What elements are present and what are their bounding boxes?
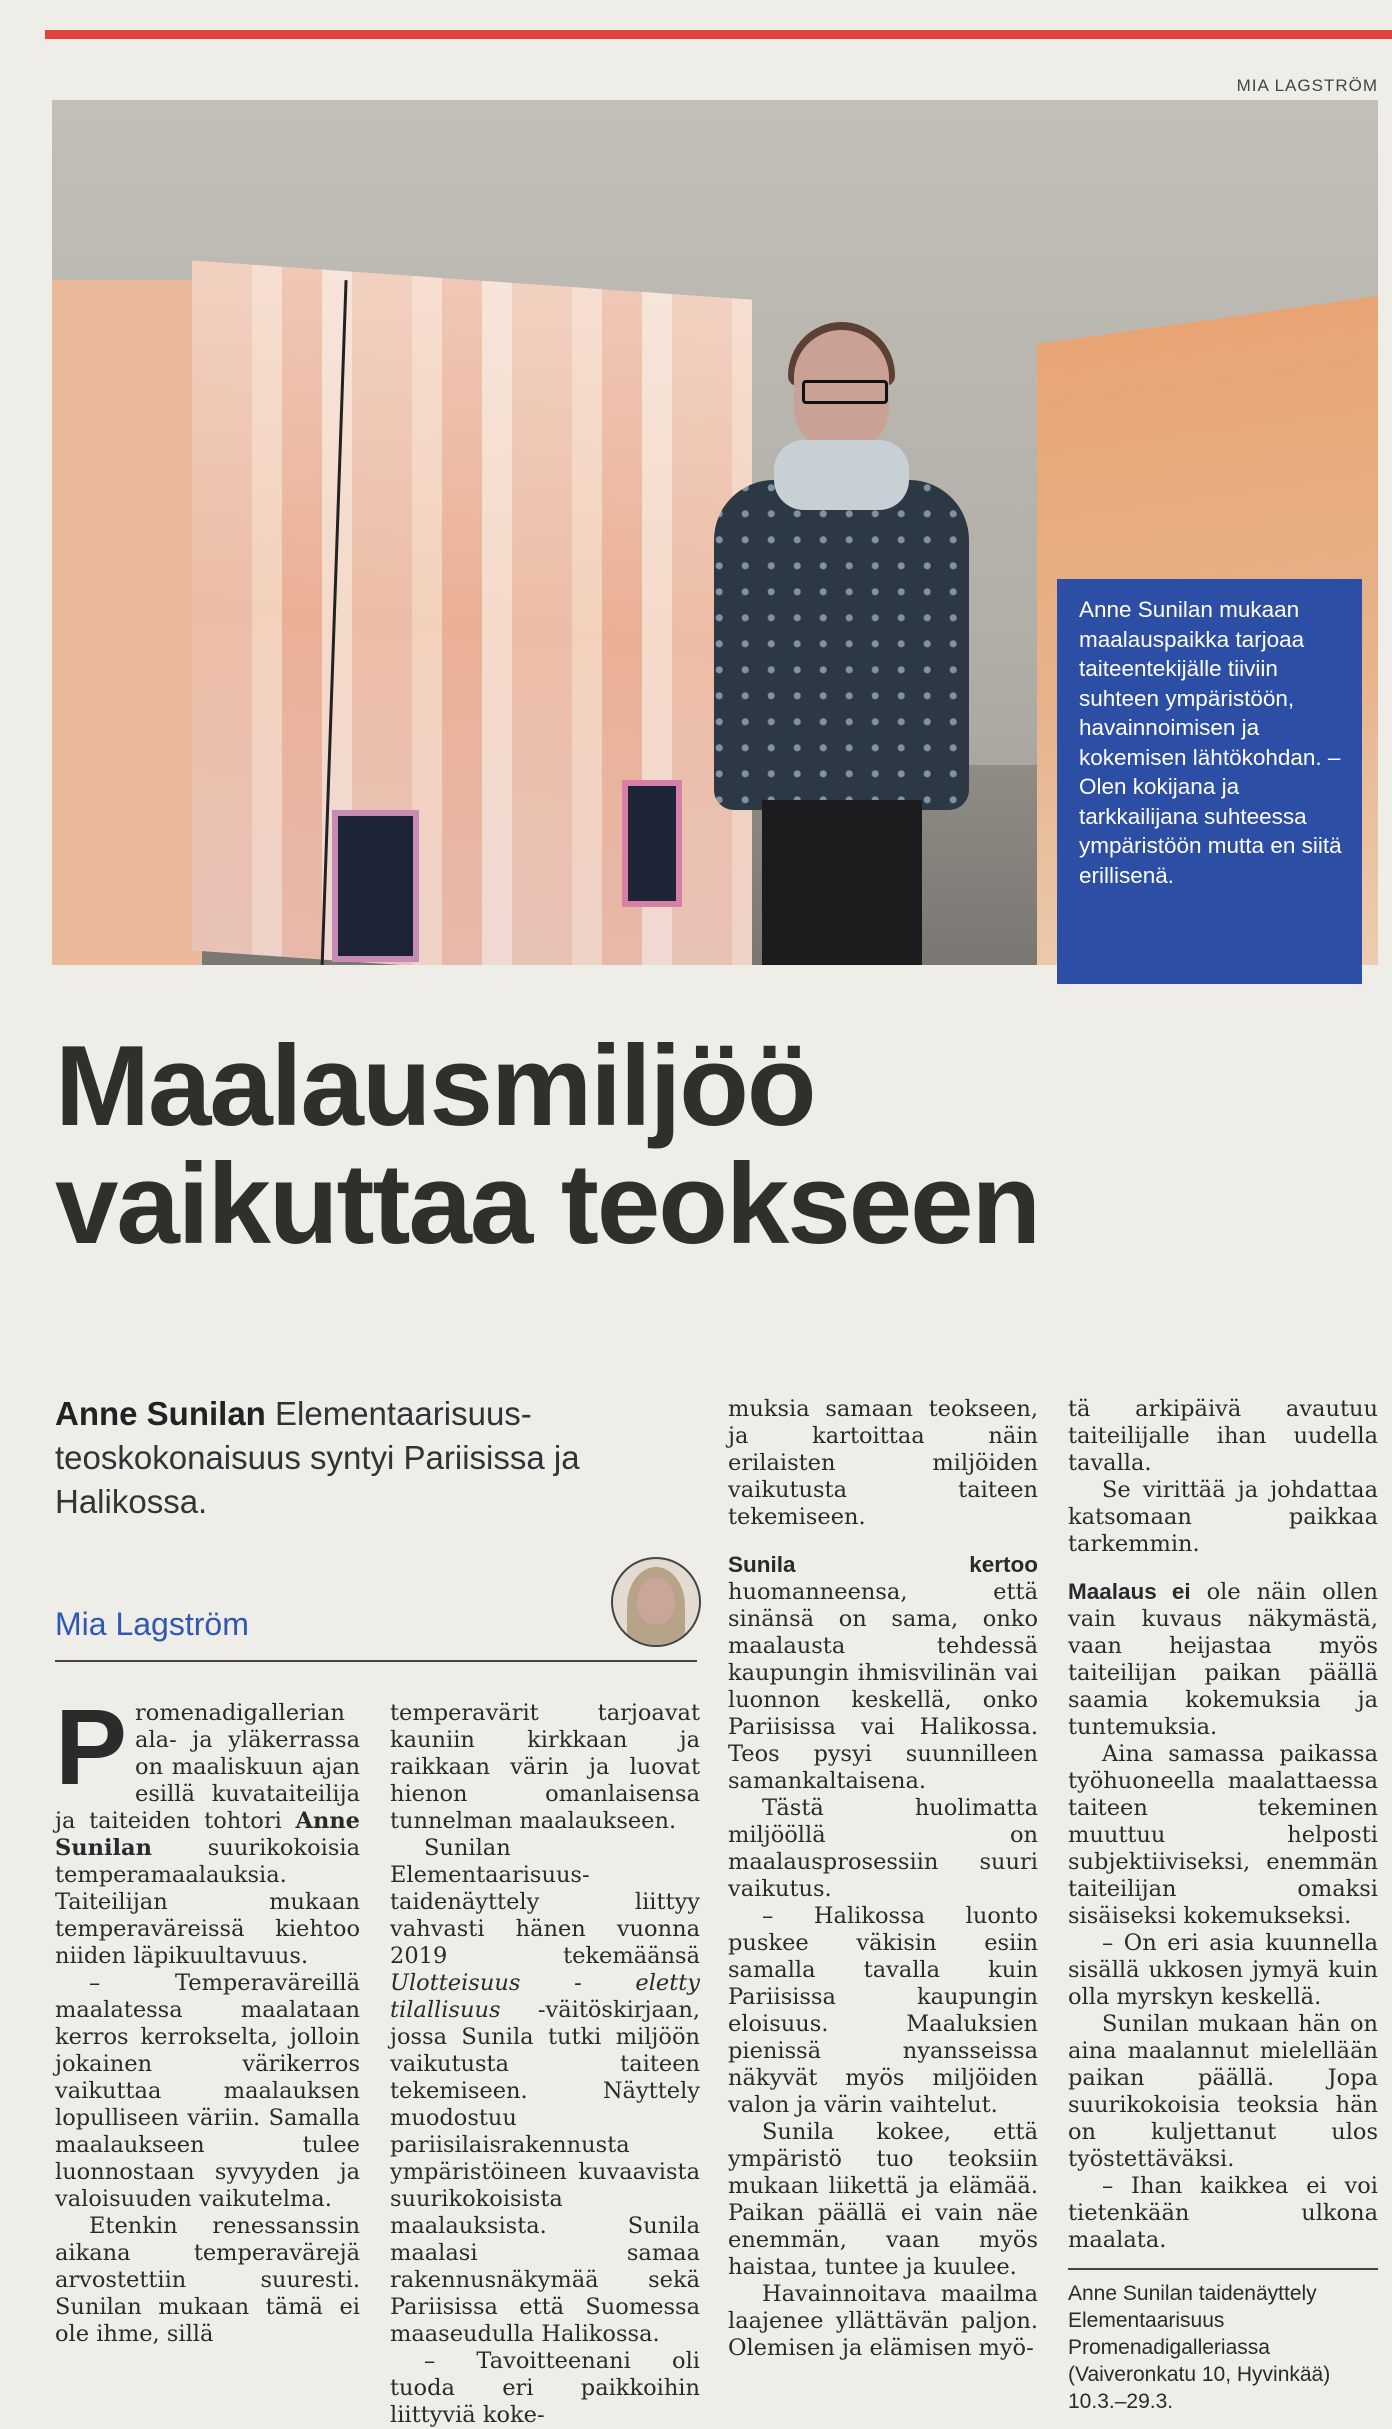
- paragraph: Maalaus ei ole näin ollen vain kuvaus näkymästä, vaan heijastaa myös taiteilijan paikan päällä saamia kokemuksia ja tuntemuksia.: [1068, 1579, 1378, 1740]
- paragraph: Havainnoitava maailma laajenee yllättävän paljon. Olemisen ja elämisen myö-: [728, 2281, 1038, 2361]
- paragraph: Etenkin renessanssin aikana temperavärejä arvostettiin suuresti. Sunilan mukaan tämä ei ole ihme, sillä: [55, 2213, 360, 2347]
- paragraph: Sunila kokee, että ympäristö tuo teoksiin mukaan liikettä ja elämää. Paikan päällä ei vain näe enemmän, vaan myös haistaa, tuntee ja kuulee.: [728, 2119, 1038, 2280]
- paragraph: Sunilan mukaan hän on aina maalannut mielellään paikan päällä. Jopa suurikokoisia teoksia hän on kuljettanut ulos työstettäväksi.: [1068, 2011, 1378, 2172]
- paragraph: tä arkipäivä avautuu taiteilijalle ihan uudella tavalla.: [1068, 1396, 1378, 1476]
- painting-left-edge: [52, 280, 202, 965]
- body-column-1: [55, 1686, 360, 2348]
- headline: [55, 1023, 1385, 1268]
- headline-line-2: vaikuttaa teokseen: [55, 1141, 1040, 1268]
- top-accent-rule: [45, 30, 1392, 39]
- paragraph: Tästä huolimatta miljööllä on maalausprosessiin suuri vaikutus.: [728, 1795, 1038, 1902]
- drop-cap: P: [55, 1686, 128, 1807]
- paragraph: Aina samassa paikassa työhuoneella maalattaessa taiteen tekeminen muuttuu helposti subjektiiviseksi, enemmän taiteilijan omaksi sisäiseksi kokemukseksi.: [1068, 1741, 1378, 1929]
- lead-paragraph: [55, 1392, 695, 1524]
- paragraph: – Tavoitteenani oli tuoda eri paikkoihin liittyviä koke-: [390, 2348, 700, 2428]
- painted-window: [622, 780, 682, 907]
- lead-text: Elementaarisuus-teoskokonaisuus syntyi Pariisissa ja Halikossa.: [55, 1395, 580, 1520]
- paragraph: muksia samaan teokseen, ja kartoittaa näin erilaisten miljöiden vaikutusta taiteen tekemiseen.: [728, 1396, 1038, 1530]
- photo-credit: MIA LAGSTRÖM: [1236, 76, 1378, 95]
- paragraph: – Ihan kaikkea ei voi tietenkään ulkona maalata.: [1068, 2173, 1378, 2253]
- body-column-3: [728, 1396, 1038, 2362]
- paragraph: Sunila kertoo huomanneensa, että sinänsä on sama, onko maalausta tehdessä kaupungin ihmisvilinän vai luonnon keskellä, onko Pariisissa vai Halikossa. Teos pysyi suunnilleen samankaltaisena.: [728, 1552, 1038, 1794]
- artist-figure: [702, 330, 982, 965]
- body-column-2: [390, 1700, 700, 2429]
- paragraph: Sunilan Elementaarisuus-taidenäyttely liittyy vahvasti hänen vuonna 2019 tekemäänsä Ulotteisuus - eletty tilallisuus -väitöskirjaan, jossa Sunila tutki miljöön vaikutusta taiteen tekemiseen. Näyttely muodostuu pariisilaisrakennusta ympäristöineen kuvaavista suurikokoisista maalauksista. Sunila maalasi samaa rakennusnäkymää sekä Pariisissa että Suomessa maaseudulla Halikossa.: [390, 1835, 700, 2347]
- exhibition-info-box: Anne Sunilan taidenäyttely Elementaarisuus Promenadigalleriassa (Vaiveronkatu 10, Hyvinkää) 10.3.–29.3.: [1068, 2268, 1378, 2415]
- paragraph: Promenadigallerian ala- ja yläkerrassa on maaliskuun ajan esillä kuvataiteilija ja taiteiden tohtori Anne Sunilan suurikokoisia temperamaalauksia. Taiteilijan mukaan temperaväreissä kiehtoo niiden läpikuultavuus.: [55, 1686, 360, 1969]
- paragraph: temperavärit tarjoavat kauniin kirkkaan ja raikkaan värin ja luovat hienon omanlaisensa tunnelman maalaukseen.: [390, 1700, 700, 1834]
- headline-line-1: Maalausmiljöö: [55, 1023, 815, 1150]
- body-column-4: [1068, 1396, 1378, 2415]
- paragraph: – Halikossa luonto puskee väkisin esiin samalla tavalla kuin Pariisissa kaupungin eloisuus. Maaluksien pienissä nyansseissa näkyvät myös miljöiden valon ja värin vaihtelut.: [728, 1903, 1038, 2118]
- byline-divider: [55, 1660, 697, 1662]
- lead-name: Anne Sunilan: [55, 1395, 266, 1432]
- photo-caption: Anne Sunilan mukaan maalauspaikka tarjoaa taiteentekijälle tiiviin suhteen ympäristöön, havainnoimisen ja kokemisen lähtökohdan. – Olen kokijana ja tarkkailijana suhteessa ympäristöön mutta en siitä erillisenä.: [1057, 579, 1362, 984]
- paragraph: – On eri asia kuunnella sisällä ukkosen jymyä kuin olla myrskyn keskellä.: [1068, 1930, 1378, 2010]
- paragraph: Se virittää ja johdattaa katsomaan paikkaa tarkemmin.: [1068, 1477, 1378, 1557]
- author-avatar: [611, 1557, 701, 1647]
- author-byline: Mia Lagström: [55, 1606, 249, 1642]
- paragraph: – Temperaväreillä maalatessa maalataan kerros kerrokselta, jolloin jokainen värikerros vaikuttaa maalauksen lopulliseen väriin. Samalla maalaukseen tulee luonnostaan syvyyden ja valoisuuden vaikutelma.: [55, 1970, 360, 2212]
- painted-window: [332, 810, 419, 962]
